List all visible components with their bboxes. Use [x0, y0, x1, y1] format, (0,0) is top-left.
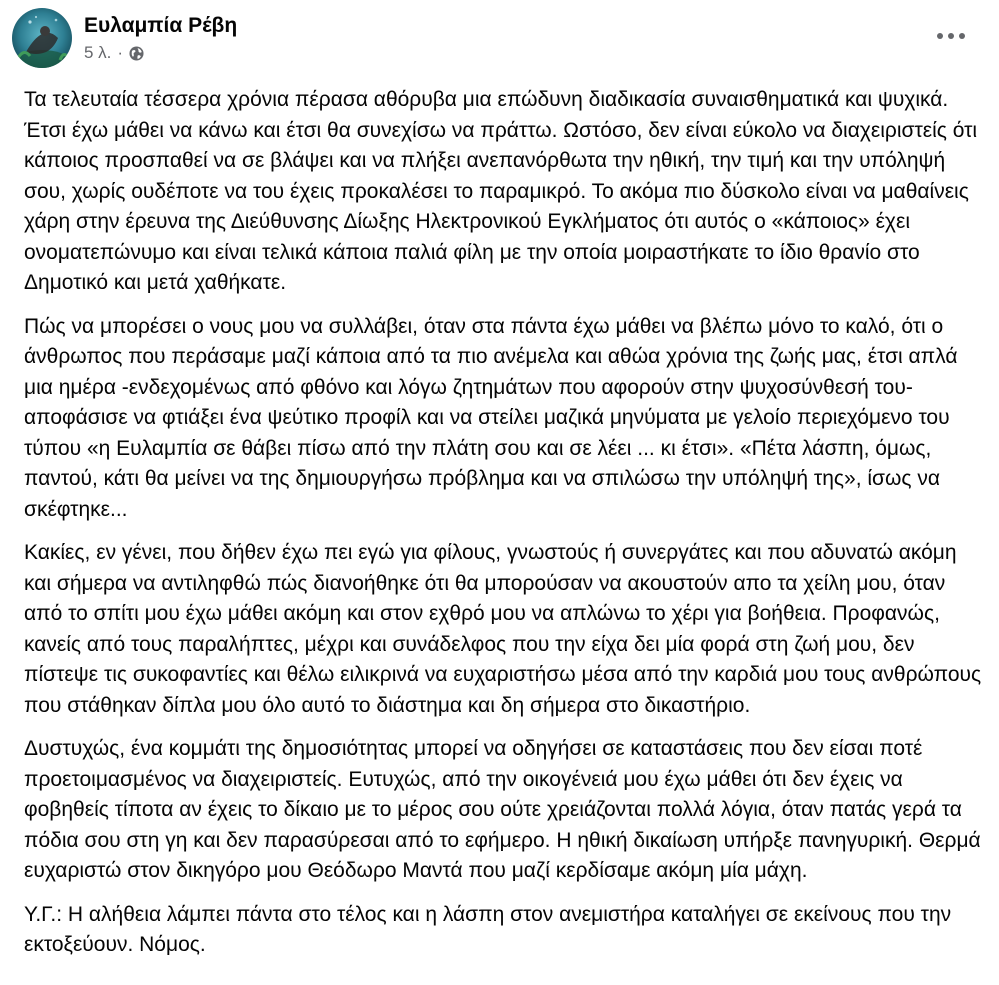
post-meta — [84, 43, 237, 63]
more-dot-icon — [959, 33, 965, 39]
avatar[interactable] — [12, 8, 72, 68]
post-body — [24, 85, 982, 974]
globe-icon[interactable] — [129, 46, 144, 61]
meta-separator: · — [117, 43, 124, 62]
post-paragraph: Κακίες, εν γένει, που δήθεν έχω πει εγώ για φίλους, γνωστούς ή συνεργάτες και που αδυνατώ ακόμη και σήμερα να αντιληφθώ πώς διανοήθηκε ότι θα μπορούσαν να ακουστούν απο τα χείλη μου, όταν από το σπίτι μου έχω μάθει ακόμη και στον εχθρό μου να απλώνω το χέρι για βοήθεια. Προφανώς, κανείς από τους παραλήπτες, μέχρι και συνάδελφος που την είχα δει μία φορά στη ζωή μου, δεν πίστεψε τις συκοφαντίες και θέλω ειλικρινά να ευχαριστήσω μέσα από την καρδιά μου τους ανθρώπους που στάθηκαν δίπλα μου όλο αυτό το διάστημα και δη σήμερα στο δικαστήριο. — [24, 541, 982, 717]
post-timestamp[interactable]: 5 λ. — [84, 43, 112, 62]
post-header — [12, 8, 237, 68]
author-name[interactable]: Ευλαμπία Ρέβη — [84, 14, 238, 37]
post-paragraph: Υ.Γ.: Η αλήθεια λάμπει πάντα στο τέλος και η λάσπη στον ανεμιστήρα καταλήγει σε εκείνους που την εκτοξεύουν. Νόμος. — [24, 902, 952, 956]
author-block — [84, 13, 237, 63]
post-paragraph: Δυστυχώς, ένα κομμάτι της δημοσιότητας μπορεί να οδηγήσει σε καταστάσεις που δεν είσαι ποτέ προετοιμασμένος να διαχειριστείς. Ευτυχώς, από την οικογένειά μου έχω μάθει ότι δεν έχεις να φοβηθείς τίποτα αν έχεις το δίκαιο με το μέρος σου ούτε χρειάζονται πολλά λόγια, όταν πατάς γερά τα πόδια σου στη γη και δεν παρασύρεσαι από το εφήμερο. Η ηθική δικαίωση υπήρξε πανηγυρική. Θερμά ευχαριστώ στον δικηγόρο μου Θεόδωρο Μαντά που μαζί κερδίσαμε ακόμη μία μάχη. — [24, 737, 981, 882]
post-paragraph: Πώς να μπορέσει ο νους μου να συλλάβει, όταν στα πάντα έχω μάθει να βλέπω μόνο το καλό, ότι ο άνθρωπος που περάσαμε μαζί κάποια από τα πιο ανέμελα και αθώα χρόνια της ζωής μας, έτσι απλά μια ημέρα -ενδεχομένως από φθόνο και λόγω ζητημάτων που αφορούν στην ψυχοσύνθεσή του- αποφάσισε να φτιάξει ένα ψεύτικο προφίλ και να στείλει μαζικά μηνύματα με γελοίο περιεχόμενο του τύπου «η Ευλαμπία σε θάβει πίσω από την πλάτη σου και σε λέει ... κι έτσι». «Πέτα λάσπη, όμως, παντού, κάτι θα μείνει να της δημιουργήσω πρόβλημα και να σπιλώσω την υπόληψή της», ίσως να σκέφτηκε... — [24, 314, 958, 521]
more-dot-icon — [948, 33, 954, 39]
post-paragraph: Τα τελευταία τέσσερα χρόνια πέρασα αθόρυβα μια επώδυνη διαδικασία συναισθηματικά και ψυχικά. Έτσι έχω μάθει να κάνω και έτσι θα συνεχίσω να πράττω. Ωστόσο, δεν είναι εύκολο να διαχειριστείς ότι κάποιος προσπαθεί να σε βλάψει και να πλήξει ανεπανόρθωτα την ηθική, την τιμή και την υπόληψή σου, χωρίς ουδέποτε να του έχεις προκαλέσει το παραμικρό. Το ακόμα πιο δύσκολο είναι να μαθαίνεις χάρη στην έρευνα της Διεύθυνσης Δίωξης Ηλεκτρονικού Εγκλήματος ότι αυτός ο «κάποιος» έχει ονοματεπώνυμο και είναι τελικά κάποια παλιά φίλη με την οποία μοιραστήκατε το ίδιο θρανίο στο Δημοτικό και μετά χαθήκατε. — [24, 88, 978, 294]
more-options-button[interactable] — [933, 22, 969, 50]
more-dot-icon — [937, 33, 943, 39]
